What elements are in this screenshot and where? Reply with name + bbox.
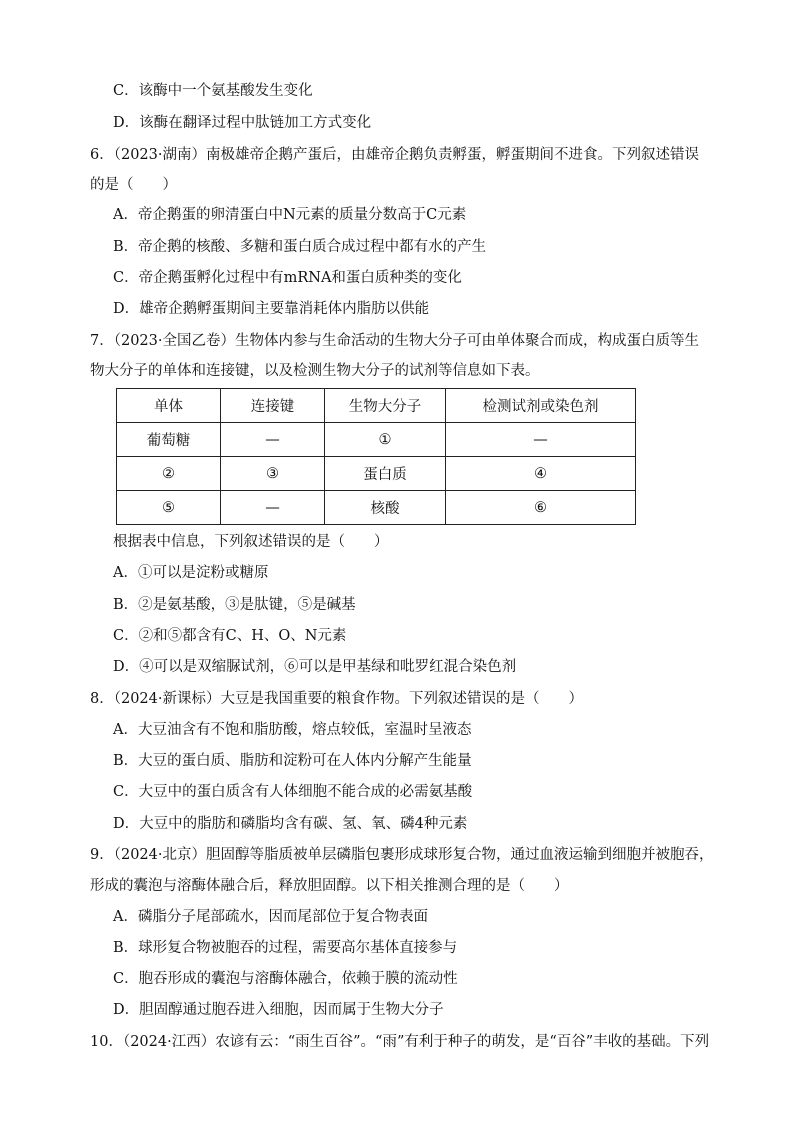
table-cell: ⑤ [117,491,221,525]
q9-option-c: C．胞吞形成的囊泡与溶酶体融合，依赖于膜的流动性 [113,971,458,987]
q8-stem: 8．（2024·新课标）大豆是我国重要的粮食作物。下列叙述错误的是（ ） [90,691,583,707]
table-cell: 葡萄糖 [117,423,221,457]
q9-option-d: D．胆固醇通过胞吞进入细胞，因而属于生物大分子 [113,1002,444,1018]
q7-option-d: D．④可以是双缩脲试剂，⑥可以是甲基绿和吡罗红混合染色剂 [113,659,517,675]
table-cell: ④ [445,457,635,491]
q9-option-b: B．球形复合物被胞吞的过程，需要高尔基体直接参与 [113,940,458,956]
table-cell: ② [117,457,221,491]
table-cell: — [445,423,635,457]
table-row [117,423,636,457]
q5-option-d: D．该酶在翻译过程中肽链加工方式变化 [113,115,372,131]
table-cell: ① [325,423,446,457]
q6-option-a: A．帝企鹅蛋的卵清蛋白中N元素的质量分数高于C元素 [113,207,467,223]
q7-stem-line1: 7．（2023·全国乙卷）生物体内参与生命活动的生物大分子可由单体聚合而成，构成蛋白质等生 [90,333,699,349]
q7-option-b: B．②是氨基酸，③是肽键，⑤是碱基 [113,597,356,613]
table-cell: — [221,491,325,525]
table-row [117,457,636,491]
q7-option-c: C．②和⑤都含有C、H、O、N元素 [113,628,347,644]
q8-option-c: C．大豆中的蛋白质含有人体细胞不能合成的必需氨基酸 [113,784,473,800]
table-header-row [117,389,636,423]
q6-stem-line2: 的是（ ） [90,177,177,193]
q8-option-a: A．大豆油含有不饱和脂肪酸，熔点较低，室温时呈液态 [113,722,472,738]
q6-option-b: B．帝企鹅的核酸、多糖和蛋白质合成过程中都有水的产生 [113,239,487,255]
table-header-cell: 连接键 [221,389,325,423]
q8-option-b: B．大豆的蛋白质、脂肪和淀粉可在人体内分解产生能量 [113,753,472,769]
q6-option-c: C．帝企鹅蛋孵化过程中有mRNA和蛋白质种类的变化 [113,270,462,286]
q8-option-d: D．大豆中的脂肪和磷脂均含有碳、氢、氧、磷4种元素 [113,816,468,832]
table-cell: — [221,423,325,457]
q6-option-d: D．雄帝企鹅孵蛋期间主要靠消耗体内脂肪以供能 [113,301,430,317]
table-header-cell: 检测试剂或染色剂 [445,389,635,423]
q9-stem-line2: 形成的囊泡与溶酶体融合后，释放胆固醇。以下相关推测合理的是（ ） [90,878,569,894]
q9-stem-line1: 9．（2024·北京）胆固醇等脂质被单层磷脂包裹形成球形复合物，通过血液运输到细胞并被胞吞， [90,847,714,863]
q5-option-c: C．该酶中一个氨基酸发生变化 [113,83,313,99]
table-header-cell: 生物大分子 [325,389,446,423]
q7-stem-line2: 物大分子的单体和连接键，以及检测生物大分子的试剂等信息如下表。 [90,363,540,379]
table-cell: ⑥ [445,491,635,525]
q9-option-a: A．磷脂分子尾部疏水，因而尾部位于复合物表面 [113,909,428,925]
q7-table [116,388,636,525]
q6-stem-line1: 6．（2023·湖南）南极雄帝企鹅产蛋后，由雄帝企鹅负责孵蛋，孵蛋期间不进食。下列叙述错误 [90,147,699,163]
q7-question: 根据表中信息，下列叙述错误的是（ ） [113,534,389,550]
q7-option-a: A．①可以是淀粉或糖原 [113,565,269,581]
q10-stem: 10．（2024·江西）农谚有云：“雨生百谷”。“雨”有利于种子的萌发，是“百谷”丰收的基础。下列 [90,1034,710,1050]
table-header-cell: 单体 [117,389,221,423]
table-cell: ③ [221,457,325,491]
table-cell: 蛋白质 [325,457,446,491]
table-cell: 核酸 [325,491,446,525]
table-row [117,491,636,525]
